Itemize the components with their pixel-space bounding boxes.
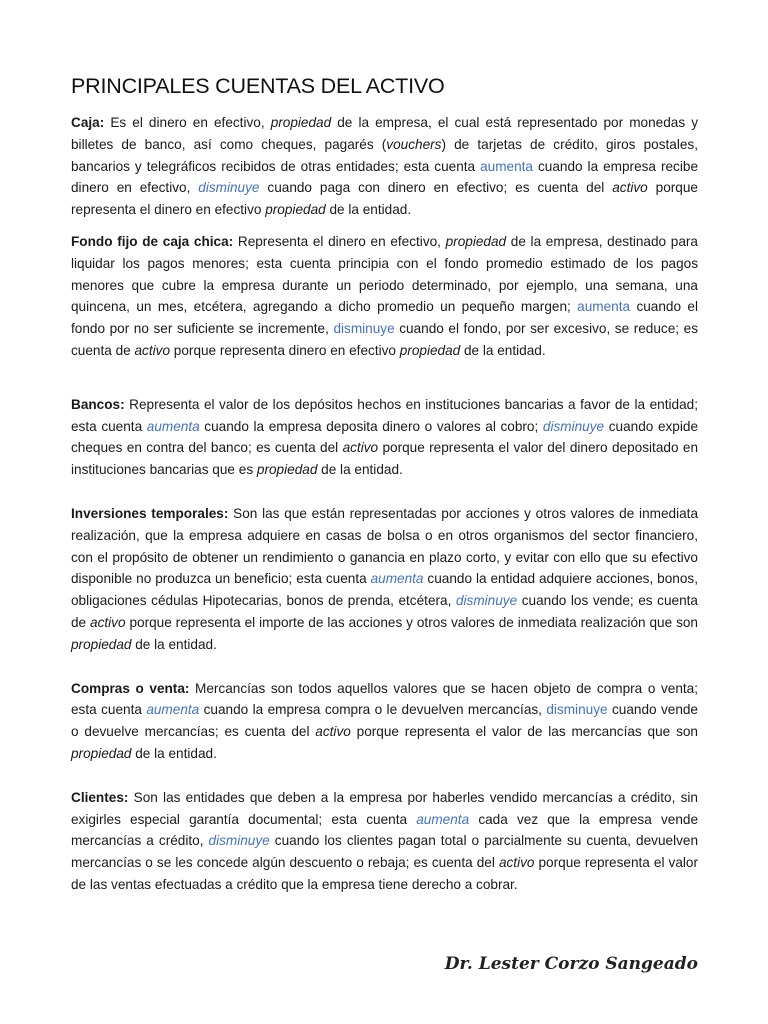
highlight-disminuye: disminuye — [198, 180, 260, 196]
text-run: cuando la empresa deposita dinero o valores al cobro; — [199, 418, 543, 434]
emphasis-activo: activo — [498, 855, 535, 871]
text-run: cuando la empresa recibe dinero en efectivo, — [71, 158, 698, 196]
highlight-disminuye: disminuye — [333, 321, 395, 337]
highlight-disminuye: disminuye — [542, 418, 605, 434]
text-run: cuando el fondo, por ser excesivo, se reduce; es cuenta de — [71, 321, 698, 358]
paragraph-term: Inversiones temporales: — [71, 505, 229, 521]
text-run: porque representa el dinero en efectivo — [71, 180, 698, 218]
page-title: PRINCIPALES CUENTAS DEL ACTIVO — [71, 74, 445, 98]
emphasis-activo: activo — [612, 180, 648, 196]
text-run: Son las que están representadas por acciones y otros valores de inmediata realización, que la empresa adquiere en casas de bolsa o en otros organismos del sector financiero, con el propósito de obtener un rendimiento o ganancia en plazo corto, y evitar con ello que su efectivo disponible no produzca un beneficio; esta cuenta — [71, 505, 698, 587]
text-run: de la entidad. — [325, 202, 412, 218]
emphasis-vouchers: vouchers — [386, 136, 442, 152]
highlight-aumenta: aumenta — [480, 158, 533, 174]
paragraph-term: Caja: — [71, 115, 105, 130]
text-run: cuando la empresa compra o le devuelven mercancías, — [199, 702, 547, 718]
paragraph-term: Bancos: — [71, 396, 125, 412]
highlight-disminuye: disminuye — [208, 833, 270, 849]
paragraph-bancos — [71, 394, 698, 481]
text-run: cuando el fondo por no ser suficiente se incremente, — [71, 299, 698, 337]
text-run: porque representa dinero en efectivo — [170, 342, 400, 358]
emphasis-propiedad: propiedad — [399, 342, 461, 358]
text-run: de la entidad. — [131, 636, 217, 652]
paragraph-inversiones-temporales — [71, 503, 698, 656]
text-run: cuando los vende; es cuenta de — [71, 593, 698, 630]
text-run: cuando vende o devuelve mercancías; es cuenta del — [71, 702, 698, 740]
text-run: porque representa el valor de las ventas efectuadas a crédito que la empresa tiene derecho a cobrar. — [71, 855, 698, 892]
highlight-aumenta: aumenta — [146, 418, 200, 434]
highlight-aumenta: aumenta — [370, 571, 424, 587]
text-run: Representa el valor de los depósitos hechos en instituciones bancarias a favor de la entidad; esta cuenta — [71, 396, 698, 434]
highlight-disminuye: disminuye — [455, 593, 518, 609]
author-signature: Dr. Lester Corzo Sangeado — [444, 954, 698, 974]
paragraph-clientes — [71, 787, 698, 896]
text-run: Mercancías son todos aquellos valores que se hacen objeto de compra o venta; esta cuenta — [71, 680, 698, 718]
emphasis-propiedad: propiedad — [265, 202, 326, 218]
emphasis-propiedad: propiedad — [270, 115, 332, 130]
highlight-aumenta: aumenta — [416, 811, 470, 827]
paragraph-compras-o-venta — [71, 678, 698, 765]
text-run: cuando paga con dinero en efectivo; es cuenta del — [259, 180, 613, 196]
paragraph-caja — [71, 112, 698, 221]
text-run: de la empresa, destinado para liquidar los pagos menores; esta cuenta principia con el fondo promedio estimado de los pagos menores que cubre la empresa durante un periodo determinado, por ejemplo, una semana, una quincena, un mes, etcétera, agregando a dicho promedio un pequeño margen; — [71, 233, 698, 315]
text-run: de la entidad. — [460, 342, 546, 358]
text-run: de la entidad. — [131, 745, 217, 761]
text-run: cuando los clientes pagan total o parcialmente su cuenta, devuelven mercancías o se les concede algún descuento o rebaja; es cuenta del — [71, 833, 699, 871]
paragraph-term: Compras o venta: — [71, 680, 190, 696]
highlight-aumenta: aumenta — [577, 299, 631, 315]
text-run: cuando expide cheques en contra del banco; es cuenta del — [71, 418, 699, 456]
highlight-aumenta: aumenta — [146, 702, 200, 718]
text-run: porque representa el valor de las mercancías que son — [350, 724, 698, 740]
emphasis-activo: activo — [342, 440, 379, 456]
text-run: porque representa el valor del dinero depositado en instituciones bancarias que es — [71, 440, 698, 478]
emphasis-propiedad: propiedad — [71, 745, 132, 761]
emphasis-activo: activo — [315, 724, 351, 740]
text-run: cuando la entidad adquiere acciones, bonos, obligaciones cédulas Hipotecarias, bonos de prenda, etcétera, — [71, 571, 698, 609]
emphasis-activo: activo — [134, 342, 171, 358]
emphasis-propiedad: propiedad — [445, 233, 507, 249]
emphasis-propiedad: propiedad — [256, 462, 318, 478]
text-run: Son las entidades que deben a la empresa por haberles vendido mercancías a crédito, sin exigirles especial garantía documental; esta cuenta — [71, 789, 698, 827]
text-run: Es el dinero en efectivo, — [104, 115, 271, 130]
paragraph-term: Clientes: — [71, 789, 129, 805]
paragraph-term: Fondo fijo de caja chica: — [71, 233, 234, 249]
emphasis-propiedad: propiedad — [71, 636, 132, 652]
text-run: Representa el dinero en efectivo, — [233, 233, 446, 249]
text-run: de la empresa, el cual está representado por monedas y billetes de banco, así como cheques, pagarés ( — [71, 115, 698, 152]
text-run: cada vez que la empresa vende mercancías a crédito, — [71, 811, 699, 849]
paragraph-fondo-fijo-caja-chica — [71, 231, 698, 362]
emphasis-activo: activo — [90, 614, 126, 630]
document-page — [71, 74, 698, 896]
text-run: ) de tarjetas de crédito, giros postales, bancarios y telegráficos recibidos de otras entidades; esta cuenta — [71, 136, 698, 174]
highlight-disminuye: disminuye — [546, 702, 608, 718]
text-run: de la entidad. — [317, 462, 403, 478]
text-run: porque representa el importe de las acciones y otros valores de inmediata realización que son — [125, 614, 698, 630]
